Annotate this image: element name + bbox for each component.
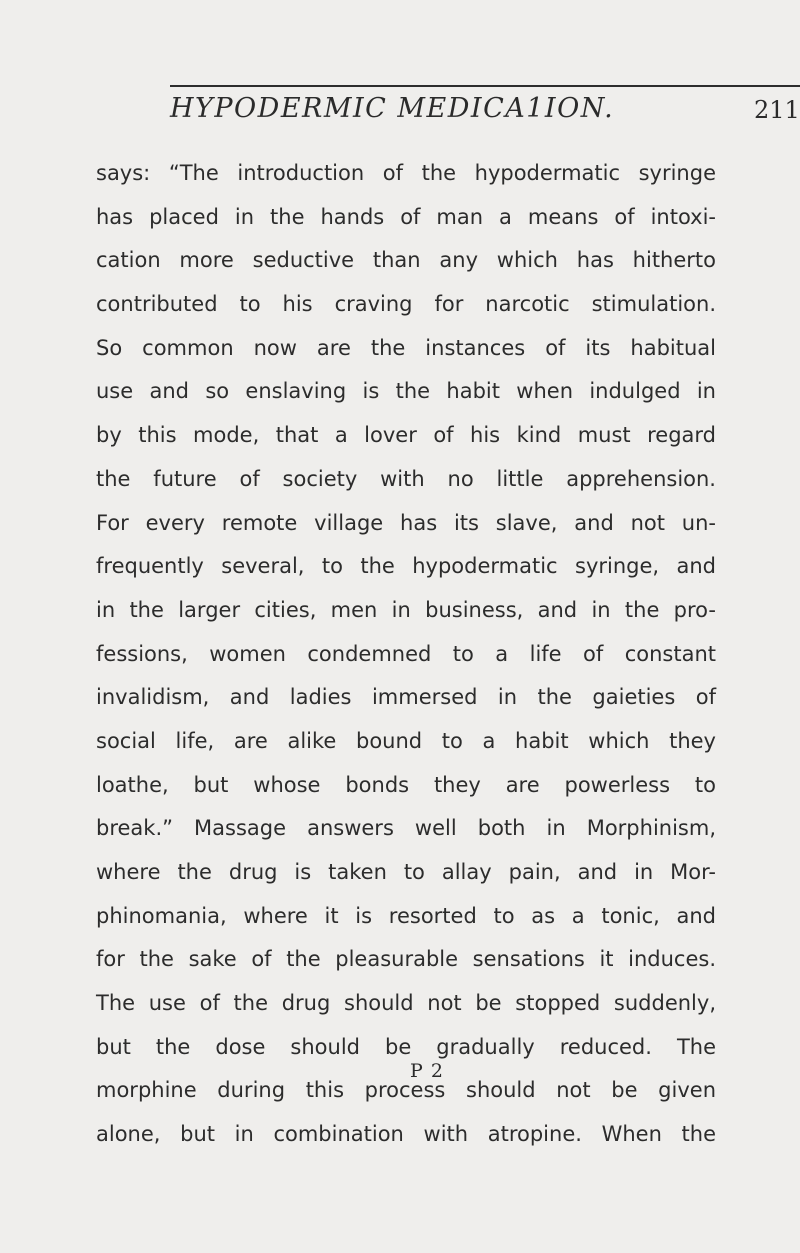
text-line: contributed to his craving for narcotic stimulation.: [96, 292, 716, 317]
body-text: [96, 152, 716, 1157]
text-line: in the larger cities, men in business, and in the pro-: [96, 597, 716, 622]
text-line: break.” Massage answers well both in Morphinism,: [96, 816, 716, 841]
text-line: So common now are the instances of its habitual: [96, 335, 716, 360]
text-line: where the drug is taken to allay pain, and in Mor-: [96, 860, 716, 884]
text-line: frequently several, to the hypodermatic syringe, and: [96, 554, 716, 579]
header-rule: [170, 85, 800, 87]
text-line: the future of society with no little apprehension.: [96, 466, 716, 491]
text-line: use and so enslaving is the habit when indulged in: [96, 379, 716, 404]
page-header: [0, 93, 800, 133]
text-line: loathe, but whose bonds they are powerless to: [96, 772, 716, 797]
text-line: has placed in the hands of man a means of intoxi-: [96, 204, 716, 229]
text-line: morphine during this process should not be given: [96, 1078, 716, 1103]
signature-mark: P 2: [410, 1060, 444, 1082]
text-line: but the dose should be gradually reduced. The: [96, 1034, 716, 1059]
text-line: cation more seductive than any which has hitherto: [96, 248, 716, 273]
text-line: social life, are alike bound to a habit which they: [96, 728, 716, 753]
running-head: HYPODERMIC MEDICA1ION.: [170, 93, 615, 124]
text-line: says: “The introduction of the hypodermatic syringe: [96, 161, 716, 185]
text-line: phinomania, where it is resorted to as a tonic, and: [96, 903, 716, 928]
text-line: For every remote village has its slave, and not un-: [96, 510, 716, 535]
text-line: fessions, women condemned to a life of constant: [96, 641, 716, 666]
text-line: alone, but in combination with atropine. When the: [96, 1122, 716, 1147]
page-number: 211: [754, 96, 800, 124]
text-line: The use of the drug should not be stopped suddenly,: [96, 991, 716, 1016]
text-line: by this mode, that a lover of his kind must regard: [96, 423, 716, 448]
text-line: invalidism, and ladies immersed in the gaieties of: [96, 685, 716, 710]
text-line: for the sake of the pleasurable sensations it induces.: [96, 947, 716, 972]
